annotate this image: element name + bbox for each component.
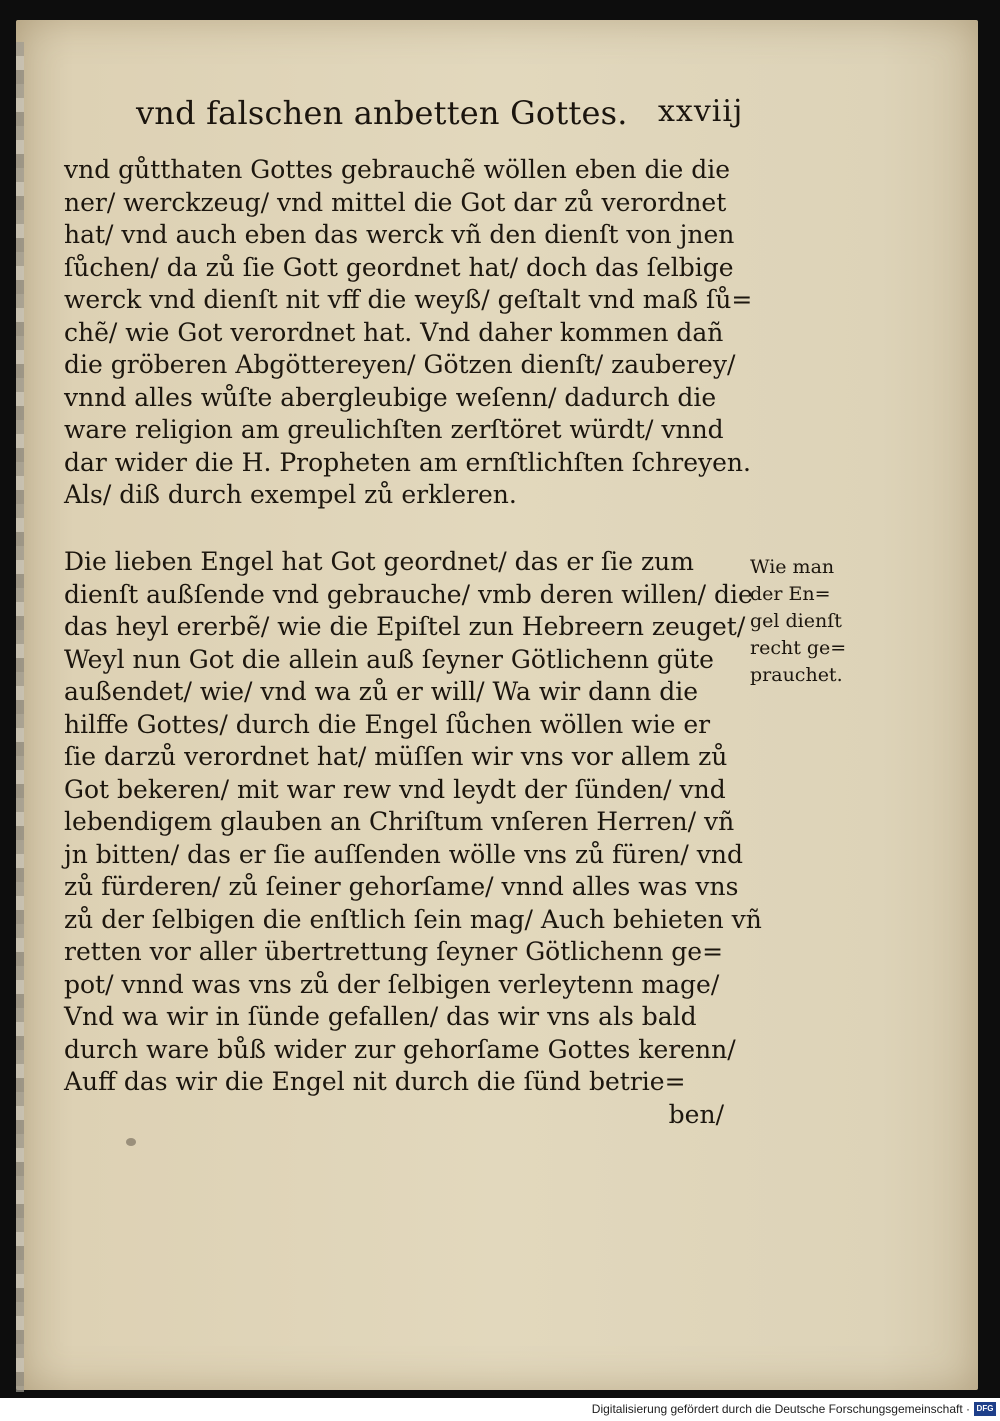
text-line: zů der ſelbigen die enſtlich ſein mag/ Auch behieten vñ bbox=[64, 904, 762, 934]
text-line: außendet/ wie/ vnd wa zů er will/ Wa wir dann die bbox=[64, 677, 698, 706]
marginal-line: Wie man bbox=[750, 556, 835, 578]
text-line: Auff das wir die Engel nit durch die ſünd betrie= bbox=[64, 1067, 686, 1096]
text-line: ner/ werckzeug/ vnd mittel die Got dar zů verordnet bbox=[64, 187, 727, 217]
text-line: durch ware bůß wider zur gehorſame Gottes kerenn/ bbox=[64, 1034, 736, 1064]
folio-number: xxviij bbox=[658, 94, 744, 129]
text-line: ſůchen/ da zů ſie Gott geordnet hat/ doch das ſelbige bbox=[64, 252, 734, 282]
text-line: hilffe Gottes/ durch die Engel ſůchen wöllen wie er bbox=[64, 709, 711, 739]
text-line: jn bitten/ das er ſie auſſenden wölle vns zů füren/ vnd bbox=[64, 839, 743, 869]
text-line: Weyl nun Got die allein auß ſeyner Götlichenn güte bbox=[64, 644, 714, 674]
text-line: das heyl ererbẽ/ wie die Epiſtel zun Hebreern zeuget/ bbox=[64, 612, 746, 641]
text-line: zů fürderen/ zů ſeiner gehorſame/ vnnd alles was vns bbox=[64, 872, 739, 901]
text-line: chẽ/ wie Got verordnet hat. Vnd daher kommen dañ bbox=[64, 317, 724, 347]
text-line: Als/ diß durch exempel zů erkleren. bbox=[64, 480, 517, 509]
catchword-line: ben/ bbox=[668, 1099, 724, 1129]
funding-credit: Digitalisierung gefördert durch die Deutsche Forschungsgemeinschaft · bbox=[591, 1402, 970, 1416]
marginal-note bbox=[750, 554, 870, 689]
text-line: lebendigem glauben an Chriſtum vnſeren Herren/ vñ bbox=[64, 807, 735, 836]
marginal-line: der En= bbox=[750, 583, 831, 605]
paragraph-1 bbox=[64, 154, 754, 512]
text-line: dar wider die H. Propheten am ernſtlichſten ſchreyen. bbox=[64, 447, 751, 477]
text-line: hat/ vnd auch eben das werck vñ den dienſt von jnen bbox=[64, 220, 735, 249]
text-line: Vnd wa wir in ſünde gefallen/ das wir vns als bald bbox=[64, 1002, 697, 1031]
running-head: vnd falschen anbetten Gottes. bbox=[136, 94, 628, 132]
ink-smudge bbox=[126, 1138, 136, 1146]
text-line: die gröberen Abgöttereyen/ Götzen dienſt/ zauberey/ bbox=[64, 350, 736, 379]
text-line: ſie darzů verordnet hat/ müſſen wir vns vor allem zů bbox=[64, 742, 728, 771]
text-line: Die lieben Engel hat Got geordnet/ das er ſie zum bbox=[64, 547, 694, 576]
book-page bbox=[16, 20, 978, 1390]
marginal-line: gel dienſt bbox=[750, 610, 842, 632]
text-line: dienſt außſende vnd gebrauche/ vmb deren willen/ die bbox=[64, 579, 753, 609]
text-line: retten vor aller übertrettung ſeyner Götlichenn ge= bbox=[64, 937, 724, 966]
dfg-logo-icon: DFG bbox=[974, 1402, 996, 1416]
text-line: vnd gůtthaten Gottes gebrauchẽ wöllen eben die die bbox=[64, 155, 731, 184]
footer-bar bbox=[0, 1398, 1000, 1421]
text-line: Got bekeren/ mit war rew vnd leydt der ſünden/ vnd bbox=[64, 774, 726, 804]
paragraph-2 bbox=[64, 546, 762, 1131]
text-line: werck vnd dienſt nit vff die weyß/ geſtalt vnd maß ſů= bbox=[64, 285, 753, 314]
text-line: ware religion am greulichſten zerſtöret würdt/ vnnd bbox=[64, 415, 724, 444]
text-line: vnnd alles wůſte abergleubige weſenn/ dadurch die bbox=[64, 382, 717, 412]
scan-edge-strip bbox=[16, 42, 24, 1392]
marginal-line: prauchet. bbox=[750, 664, 843, 686]
text-line: pot/ vnnd was vns zů der ſelbigen verleytenn mage/ bbox=[64, 969, 720, 999]
marginal-line: recht ge= bbox=[750, 637, 847, 659]
